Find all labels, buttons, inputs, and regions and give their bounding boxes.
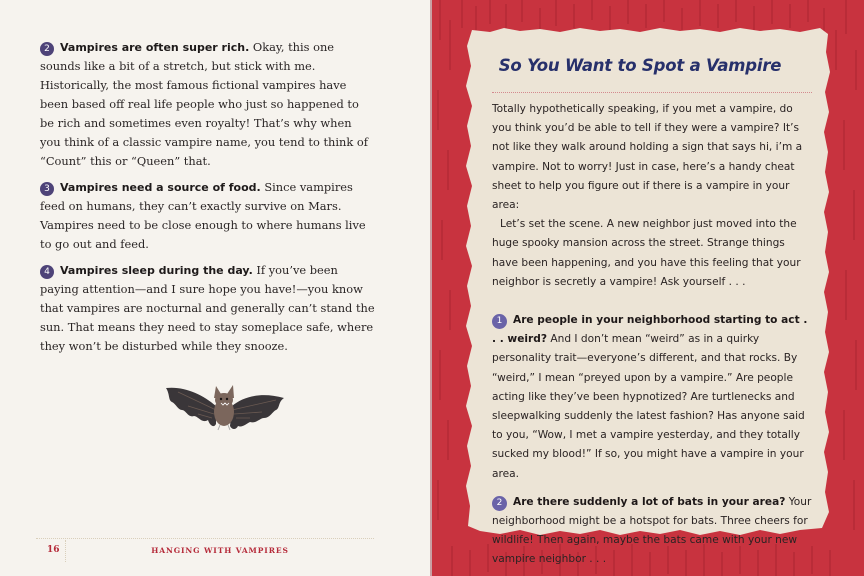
item-heading: Are there suddenly a lot of bats in your area? <box>513 495 786 508</box>
list-item <box>40 261 375 356</box>
list-item <box>492 311 814 484</box>
footer-rule <box>36 538 374 539</box>
card-body <box>492 100 814 570</box>
card-title: So You Want to Spot a Vampire <box>498 56 782 75</box>
number-badge: 1 <box>492 314 507 329</box>
left-page-text <box>40 38 375 363</box>
list-item <box>40 38 375 171</box>
item-heading: Vampires need a source of food. <box>60 181 261 194</box>
item-heading: Are people in your neighborhood starting to act . . . weird? <box>492 314 808 346</box>
left-page <box>0 0 431 576</box>
intro-paragraph: Let’s set the scene. A new neighbor just moved into the huge spooky mansion across the street. Strange things have been happening, and you have this feeling that your neighbor is secretly a vampire! Ask yourself . . . <box>492 218 801 288</box>
bat-illustration <box>158 376 290 440</box>
title-divider <box>492 92 812 93</box>
running-head: HANGING WITH VAMPIRES <box>151 546 289 555</box>
number-badge: 2 <box>40 42 54 56</box>
item-body: And I don’t mean “weird” as in a quirky personality trait—everyone’s different, and that rocks. By “weird,” I mean “preyed upon by a vampire.” Are people acting like they’ve been hypnotized? Are turtlenecks and sleepwalking suddenly the latest fashion? Has anyone said to you, “Wow, I met a vampire yesterday, and they totally sucked my blood!” If so, you might have a vampire in your area. <box>492 333 805 480</box>
intro-paragraph: Totally hypothetically speaking, if you met a vampire, do you think you’d be able to tell if they were a vampire? It’s not like they walk around holding a sign that says hi, i’m a vampire. Not to worry! Just in case, here’s a handy cheat sheet to help you figure out if there is a vampire in your area: <box>492 103 803 212</box>
item-body: Your neighborhood might be a hotspot for bats. Three cheers for wildlife! Then again, maybe the bats came with your new vampire neighbor . . . <box>492 495 812 566</box>
item-body: Since vampires feed on humans, they can’t exactly survive on Mars. Vampires need to be close enough to where humans live to go out and feed. <box>40 180 366 251</box>
page-number: 16 <box>47 545 60 555</box>
list-item <box>492 493 814 570</box>
number-badge: 2 <box>492 496 507 511</box>
item-body: If you’ve been paying attention—and I sure hope you have!—you know that vampires are nocturnal and generally can’t stand the sun. That means they need to stay someplace safe, where they won’t be disturbed while they snooze. <box>40 263 375 353</box>
number-badge: 4 <box>40 265 54 279</box>
item-body: Okay, this one sounds like a bit of a stretch, but stick with me. Historically, the most famous fictional vampires have been based off real life people who just so happened to be rich and sometimes even royalty! That’s why when you think of a classic vampire name, you tend to think of “Count” this or “Queen” that. <box>40 40 368 168</box>
item-heading: Vampires are often super rich. <box>60 41 250 54</box>
list-item <box>40 178 375 254</box>
item-heading: Vampires sleep during the day. <box>60 264 253 277</box>
number-badge: 3 <box>40 182 54 196</box>
